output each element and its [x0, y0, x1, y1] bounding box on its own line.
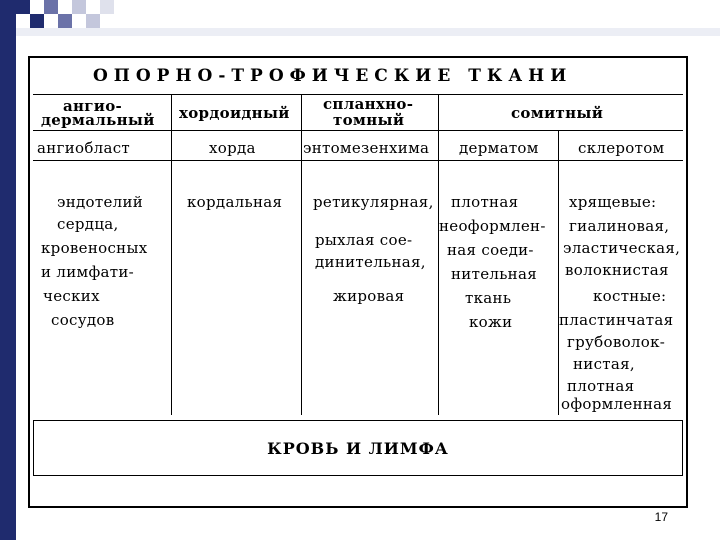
dermatome-deriv: кожи [469, 313, 513, 331]
sclerotome-deriv: эластическая, [563, 239, 681, 257]
splanch-deriv: динительная, [315, 253, 426, 271]
blood-lymph-box [33, 420, 683, 476]
sclerotome-deriv: гиалиновая, [569, 217, 670, 235]
splanch-deriv: рыхлая сое- [315, 231, 413, 249]
splanch-deriv: жировая [333, 287, 405, 305]
sclerotome-deriv: пластинчатая [559, 311, 674, 329]
header-somit: сомитный [511, 104, 604, 122]
source-dermatome: дерматом [459, 139, 539, 157]
decorative-squares [0, 0, 720, 44]
dermatome-deriv: ная соеди- [447, 241, 534, 259]
table-title: ОПОРНО-ТРОФИЧЕСКИЕ ТКАНИ [93, 66, 573, 86]
header-splanch-1: спланхно- [323, 95, 414, 113]
sclerotome-deriv: волокнистая [565, 261, 669, 279]
header-splanch-2: томный [333, 111, 405, 129]
sclerotome-deriv: хрящевые: [569, 193, 657, 211]
angio-deriv: и лимфати- [41, 263, 135, 281]
dermatome-deriv: неоформлен- [439, 217, 546, 235]
header-angio-2: дермальный [41, 111, 155, 129]
header-chord: хордоидный [179, 104, 290, 122]
page-number: 17 [654, 510, 668, 524]
tissue-table [33, 60, 683, 415]
angio-deriv: сердца, [57, 215, 119, 233]
dermatome-deriv: нительная [451, 265, 537, 283]
sclerotome-deriv: оформленная [561, 395, 673, 413]
source-entomesenchyme: энтомезенхима [303, 139, 430, 157]
source-sclerotome: склеротом [578, 139, 665, 157]
angio-deriv: эндотелий [57, 193, 144, 211]
dermatome-deriv: плотная [451, 193, 519, 211]
angio-deriv: сосудов [51, 311, 115, 329]
angio-deriv: ческих [43, 287, 100, 305]
left-accent-bar [0, 0, 16, 540]
sclerotome-deriv: костные: [593, 287, 667, 305]
sclerotome-deriv: грубоволок- [567, 333, 666, 351]
sclerotome-deriv: нистая, [573, 355, 635, 373]
source-angioblast: ангиобласт [37, 139, 131, 157]
sclerotome-deriv: плотная [567, 377, 635, 395]
blood-lymph-label: КРОВЬ И ЛИМФА [267, 439, 449, 458]
angio-deriv: кровеносных [41, 239, 148, 257]
dermatome-deriv: ткань [465, 289, 512, 307]
header-angio-1: ангио- [63, 97, 123, 115]
splanch-deriv: ретикулярная, [313, 193, 434, 211]
source-chorda: хорда [209, 139, 256, 157]
chord-deriv: кордальная [187, 193, 283, 211]
